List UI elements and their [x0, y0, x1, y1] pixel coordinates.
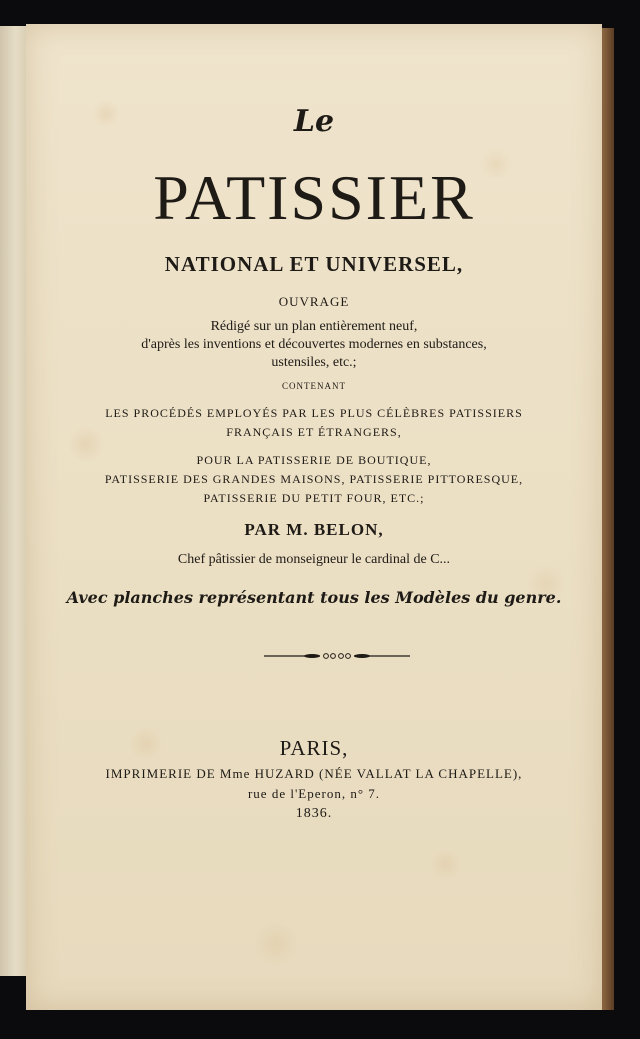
- imprint-city: PARIS,: [279, 736, 349, 760]
- previous-page-edge: [0, 26, 29, 976]
- description-line: ustensiles, etc.;: [271, 355, 357, 370]
- printer-line: IMPRIMERIE DE Mme HUZARD (NÉE VALLAT LA CHAPELLE),: [105, 766, 523, 781]
- description-line: d'après les inventions et découvertes modernes en substances,: [141, 337, 487, 352]
- ouvrage-label: OUVRAGE: [278, 294, 350, 309]
- pour-line: POUR LA PATISSERIE DE BOUTIQUE,: [196, 453, 432, 467]
- procedes-line: FRANÇAIS ET ÉTRANGERS,: [226, 425, 402, 439]
- plates-note: Avec planches représentant tous les Modèles du genre.: [66, 588, 562, 607]
- author-role: Chef pâtissier de monseigneur le cardinal de C...: [177, 552, 451, 567]
- book-title: PATISSIER: [153, 162, 475, 233]
- title-article: Le: [293, 104, 335, 139]
- pour-text: [26, 451, 602, 508]
- ornamental-rule: [264, 652, 410, 660]
- procedes-line: LES PROCÉDÉS EMPLOYÉS PAR LES PLUS CÉLÈBRES PATISSIERS: [105, 406, 523, 420]
- description-line: Rédigé sur un plan entièrement neuf,: [210, 319, 418, 334]
- pour-line: PATISSERIE DES GRANDES MAISONS, PATISSERIE PITTORESQUE,: [104, 472, 524, 486]
- author-line: PAR M. BELON,: [244, 520, 384, 539]
- address-line: rue de l'Eperon, n° 7.: [247, 786, 381, 801]
- book-subtitle: NATIONAL ET UNIVERSEL,: [164, 252, 464, 276]
- title-page: [26, 24, 602, 1010]
- procedes-text: [26, 404, 602, 442]
- pour-line: PATISSERIE DU PETIT FOUR, ETC.;: [203, 491, 425, 505]
- imprint-printer: [26, 764, 602, 804]
- contenant-label: CONTENANT: [282, 381, 346, 391]
- imprint-year: 1836.: [295, 806, 333, 821]
- description: [26, 318, 602, 372]
